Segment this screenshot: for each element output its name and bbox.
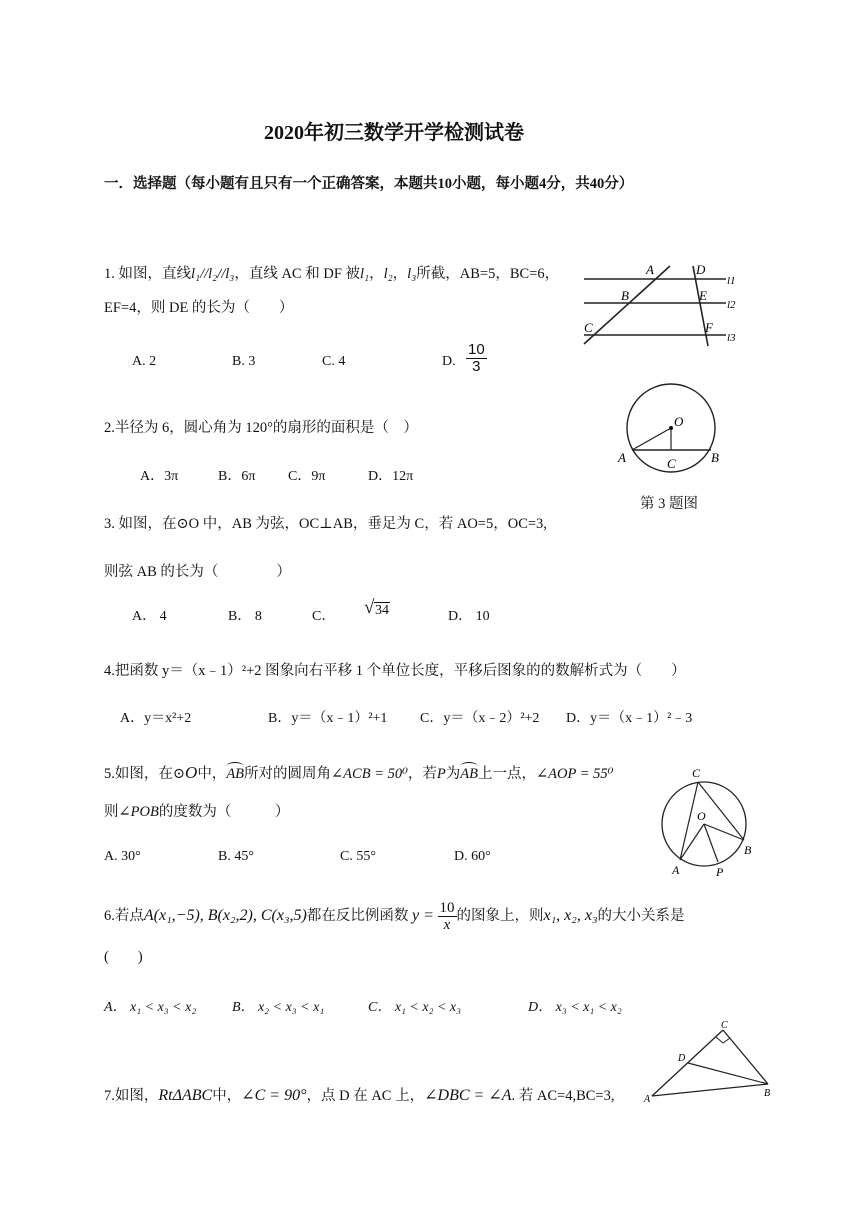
q5-arc-ab: AB xyxy=(226,766,245,782)
q5-text-1: 5.如图，在⊙ xyxy=(104,766,186,782)
segment-db xyxy=(688,1063,768,1084)
label-a: A xyxy=(644,1094,651,1102)
q1-option-a: A. 2 xyxy=(132,354,157,369)
q1-text: 1. 如图，直线 xyxy=(104,266,191,282)
q4-option-b: B．y＝（x﹣1）²+1 xyxy=(268,711,388,726)
q2-option-d: D．12π xyxy=(368,469,414,484)
label-c: C xyxy=(584,320,593,335)
q6-text-1: 6.若点 xyxy=(104,908,144,924)
q5-option-a: A. 30° xyxy=(104,849,141,864)
q6-fraction-numerator: 10 xyxy=(439,900,455,917)
q6-option-d: D． x₃ < x₁ < x₂ xyxy=(528,1000,622,1015)
line-ac xyxy=(584,266,670,344)
question-5-line-2 xyxy=(104,800,289,821)
q1-option-d-fraction xyxy=(466,342,487,375)
label-b: B xyxy=(711,450,719,465)
q5-text-6: 上一点， xyxy=(478,766,536,782)
q5-circle-o: O xyxy=(185,763,198,782)
q1-text-2: ，直线 AC 和 DF 被 xyxy=(234,266,361,282)
label-c: C xyxy=(692,766,701,780)
question-3-line-1: 3. 如图，在⊙O 中，AB 为弦，OC⊥AB，垂足为 C，若 AO=5，OC=3, xyxy=(104,516,547,532)
side-ab xyxy=(652,1084,768,1096)
q1-line-l1: l₁ xyxy=(360,266,370,282)
q3-option-b: B． 8 xyxy=(228,609,262,624)
q7-text-1: 7.如图， xyxy=(104,1088,159,1104)
q6-option-c: C． x₁ < x₂ < x₃ xyxy=(368,1000,461,1015)
label-o: O xyxy=(674,414,684,429)
question-5-line-1 xyxy=(104,762,613,783)
label-l3: l3 xyxy=(727,332,736,344)
q7-triangle: RtΔABC xyxy=(158,1087,213,1104)
q6-option-b: B． x₂ < x₃ < x₁ xyxy=(232,1000,325,1015)
q1-text-3: 所截，AB=5，BC=6， xyxy=(416,266,560,282)
question-6-line-2: ( ) xyxy=(104,949,143,965)
q1-option-d: D. xyxy=(442,354,456,369)
q5-angle-acb: ∠ACB = 50⁰ xyxy=(331,766,408,782)
section-header: 一．选择题（每小题有且只有一个正确答案，本题共10小题，每小题4分，共40分） xyxy=(104,176,634,192)
label-l2: l2 xyxy=(727,299,736,311)
q7-text-3: ，点 D 在 AC 上， xyxy=(306,1088,425,1104)
q5-option-d: D. 60° xyxy=(454,849,491,864)
q6-fraction-denominator: x xyxy=(443,917,451,934)
q7-angle-dbc: ∠DBC = ∠A xyxy=(424,1087,512,1104)
question-6-line-1 xyxy=(104,896,685,936)
q6-text-3: 的图象上，则 xyxy=(456,908,544,924)
q5-angle-aop: ∠AOP = 55⁰ xyxy=(536,766,614,782)
q4-option-d: D．y＝（x﹣1）²﹣3 xyxy=(566,711,693,726)
question-4: 4.把函数 y＝（x﹣1）²+2 图象向右平移 1 个单位长度，平移后图象的的数解析式为（ ） xyxy=(104,663,686,679)
fraction-numerator: 10 xyxy=(468,341,485,358)
q5-text-2: 中， xyxy=(197,766,227,782)
q3-option-c: C． xyxy=(312,609,336,624)
q2-option-b: B．6π xyxy=(218,469,256,484)
figure-3-caption: 第 3 题图 xyxy=(640,496,698,512)
figure-parallel-lines xyxy=(578,262,740,350)
label-c: C xyxy=(667,456,676,471)
fraction-denominator: 3 xyxy=(472,358,481,375)
q6-points: A(x₁,−5), B(x₂,2), C(x₃,5) xyxy=(143,907,307,924)
q4-option-a: A．y＝x²+2 xyxy=(120,711,192,726)
q5-text-4: ，若 xyxy=(407,766,437,782)
label-l1: l1 xyxy=(727,275,736,287)
label-c: C xyxy=(721,1020,728,1031)
q5-arc-ab-2: AB xyxy=(460,766,478,782)
label-e: E xyxy=(699,288,707,303)
label-b: B xyxy=(621,288,629,303)
page-title: 2020年初三数学开学检测试卷 xyxy=(264,122,524,144)
q1-option-c: C. 4 xyxy=(322,354,346,369)
q6-variables: x₁, x₂, x₃ xyxy=(543,907,598,924)
q6-function: y = xyxy=(411,907,434,924)
q5-text-5: 为 xyxy=(445,766,461,782)
q6-text-4: 的大小关系是 xyxy=(597,908,685,924)
q3-option-c-sqrt: √ 34 xyxy=(364,597,389,618)
q5-text-8: 的度数为（ ） xyxy=(158,804,290,820)
label-b: B xyxy=(764,1088,771,1099)
label-f: F xyxy=(705,320,713,335)
label-o: O xyxy=(697,809,706,823)
segment-op xyxy=(704,824,718,862)
q6-option-a: A． x₁ < x₃ < x₂ xyxy=(104,1000,197,1015)
q7-angle-c: ∠C = 90° xyxy=(241,1087,307,1104)
question-7-line-1 xyxy=(104,1084,614,1105)
q5-option-c: C. 55° xyxy=(340,849,376,864)
label-a: A xyxy=(618,450,626,465)
q5-text-7: 则 xyxy=(104,804,119,820)
q2-option-a: A．3π xyxy=(140,469,179,484)
label-a: A xyxy=(646,262,654,277)
q4-option-c: C．y＝（x﹣2）²+2 xyxy=(420,711,540,726)
question-3-line-2: 则弦 AB 的长为（ ） xyxy=(104,564,291,580)
q2-option-c: C．9π xyxy=(288,469,326,484)
label-b: B xyxy=(744,843,752,857)
question-1-line-1: 1. 如图，直线l₁//l₂//l₃，直线 AC 和 DF 被l₁，l₂，l₃所截，AB=5，BC=6， xyxy=(104,266,560,282)
question-1-line-2: EF=4，则 DE 的长为（ ） xyxy=(104,300,294,316)
q1-line-l2: l₂ xyxy=(383,266,393,282)
q1-parallel-lines: l₁//l₂//l₃ xyxy=(191,266,235,282)
label-a: A xyxy=(672,863,680,877)
q1-option-b: B. 3 xyxy=(232,354,256,369)
q7-text-4: . 若 AC=4,BC=3, xyxy=(511,1088,615,1104)
figure-3-circle xyxy=(612,382,730,478)
q5-point-p: P xyxy=(436,766,446,782)
label-p: P xyxy=(716,865,724,878)
q3-option-d: D． 10 xyxy=(448,609,490,624)
center-point xyxy=(669,426,673,430)
q3-option-a: A． 4 xyxy=(132,609,167,624)
label-d: D xyxy=(696,262,706,277)
right-angle-mark xyxy=(716,1037,730,1043)
q5-text-3: 所对的圆周角 xyxy=(244,766,332,782)
sqrt-radicand: 34 xyxy=(375,603,389,618)
q7-text-2: 中， xyxy=(212,1088,242,1104)
q5-angle-pob: ∠POB xyxy=(118,804,159,820)
side-ac xyxy=(652,1030,723,1096)
q1-line-l3: l₃ xyxy=(407,266,417,282)
figure-5-circle xyxy=(656,764,760,878)
question-2: 2.半径为 6，圆心角为 120°的扇形的面积是（ ） xyxy=(104,420,418,436)
figure-7-triangle xyxy=(642,1018,782,1102)
q5-option-b: B. 45° xyxy=(218,849,254,864)
label-d: D xyxy=(678,1053,686,1064)
chord-ca xyxy=(680,782,698,860)
q6-text-2: 都在反比例函数 xyxy=(306,908,409,924)
segment-ao xyxy=(632,428,671,450)
